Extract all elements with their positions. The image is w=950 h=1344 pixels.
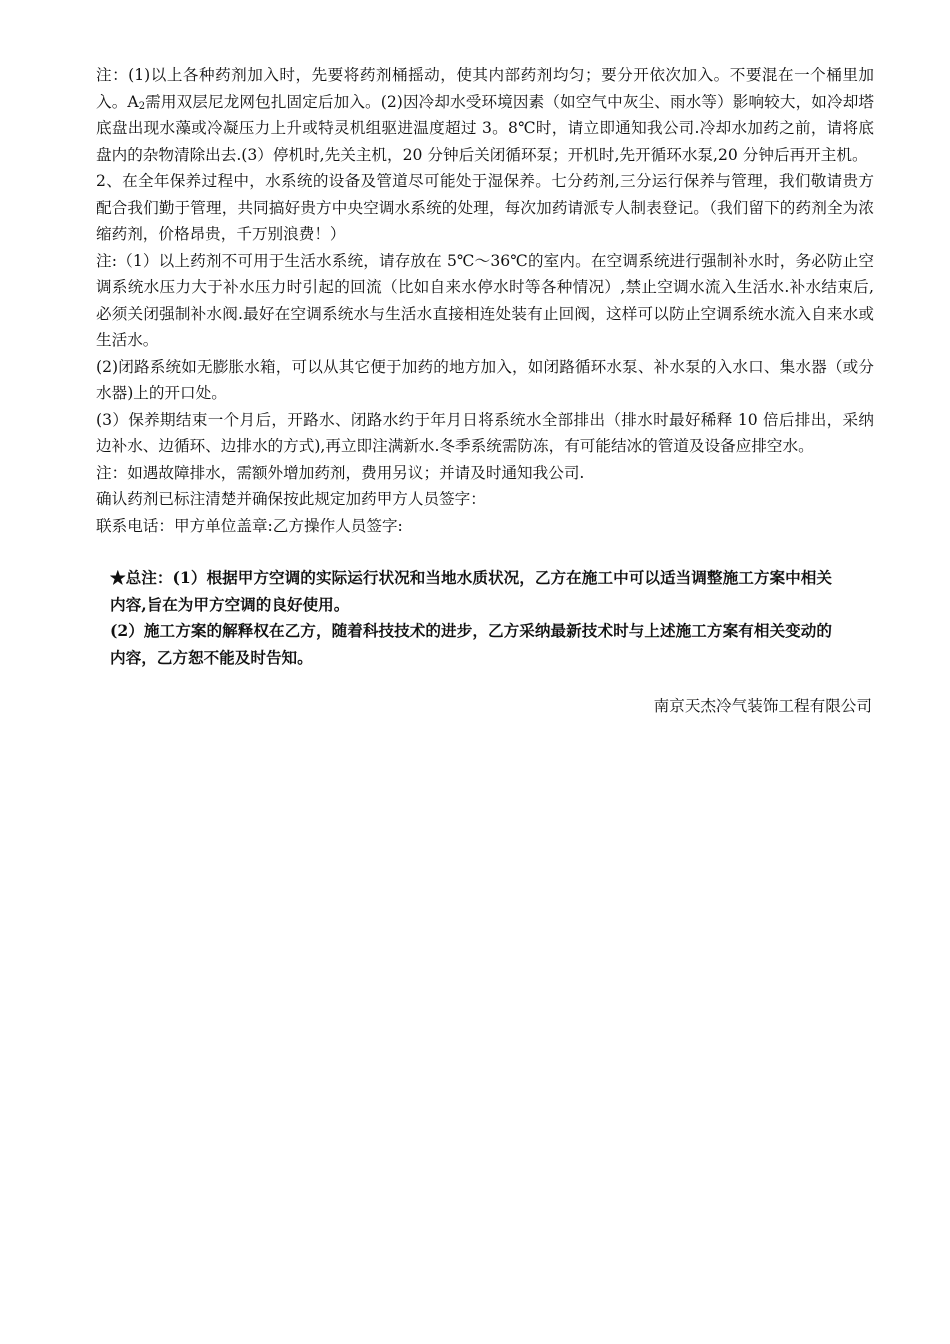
closed-system-paragraph: (2)闭路系统如无膨胀水箱，可以从其它便于加药的地方加入，如闭路循环水泵、补水泵的入水口、集水器（或分水器)上的开口处。 (96, 357, 874, 402)
notes-text-part-b: 需用双层尼龙网包扎固定后加入。(2)因冷却水受环境因素（如空气中灰尘、雨水等）影响较大，如冷却塔底盘出现水藻或冷凝压力上升或特灵机组驱进温度超过 3。8℃时，请立即通知我公司.冷却水加药之前，请将底盘内的杂物清除出去.(3）停机时,先关主机，20 分钟后关闭循环泵；开机时,先开循环水泵,20 分钟后再开主机。 (96, 92, 875, 164)
maintenance-paragraph: 2、在全年保养过程中，水系统的设备及管道尽可能处于湿保养。七分药剂,三分运行保养与管理，我们敬请贵方配合我们勤于管理，共同搞好贵方中央空调水系统的处理，每次加药请派专人制表登记。（我们留下的药剂全为浓缩药剂，价格昂贵，千万别浪费！） (96, 172, 874, 243)
company-signature: 南京天杰冷气装饰工程有限公司 (653, 697, 872, 715)
general-notes-block (110, 565, 832, 671)
fault-drain-note: 注：如遇故障排水，需额外增加药剂，费用另议；并请及时通知我公司. (96, 463, 585, 482)
general-note-2: (2）施工方案的解释权在乙方，随着科技技术的进步，乙方采纳最新技术时与上述施工方案有相关变动的内容，乙方恕不能及时告知。 (110, 621, 832, 667)
document-page (96, 62, 874, 720)
drain-paragraph: (3）保养期结束一个月后，开路水、闭路水约于年月日将系统水全部排出（排水时最好稀释 10 倍后排出，采纳边补水、边循环、边排水的方式),再立即注满新水.冬季系统需防冻，有可能结冰的管道及设备应排空水。 (96, 410, 874, 455)
signature-confirm-line: 确认药剂已标注清楚并确保按此规定加药甲方人员签字： (96, 490, 486, 508)
notes-paragraph-1 (96, 62, 874, 168)
notes-paragraph-2: 注:（1）以上药剂不可用于生活水系统，请存放在 5℃～36℃的室内。在空调系统进行强制补水时，务必防止空调系统水压力大于补水压力时引起的回流（比如自来水停水时等各种情况）,禁止空调水流入生活水.补水结束后,必须关闭强制补水阀.最好在空调系统水与生活水直接相连处装有止回阀，这样可以防止空调系统水流入自来水或生活水。 (96, 251, 874, 349)
subscript-2: 2 (138, 100, 146, 112)
notes-text-part-a: 注：(1)以上各种药剂加入时，先要将药剂桶摇动，使其内部药剂均匀；要分开依次加入。不要混在一个桶里加入。A (96, 66, 874, 111)
contact-line: 联系电话：甲方单位盖章:乙方操作人员签字: (96, 516, 403, 535)
general-note-1: ★总注：(1）根据甲方空调的实际运行状况和当地水质状况，乙方在施工中可以适当调整施工方案中相关内容,旨在为甲方空调的良好使用。 (110, 568, 832, 614)
